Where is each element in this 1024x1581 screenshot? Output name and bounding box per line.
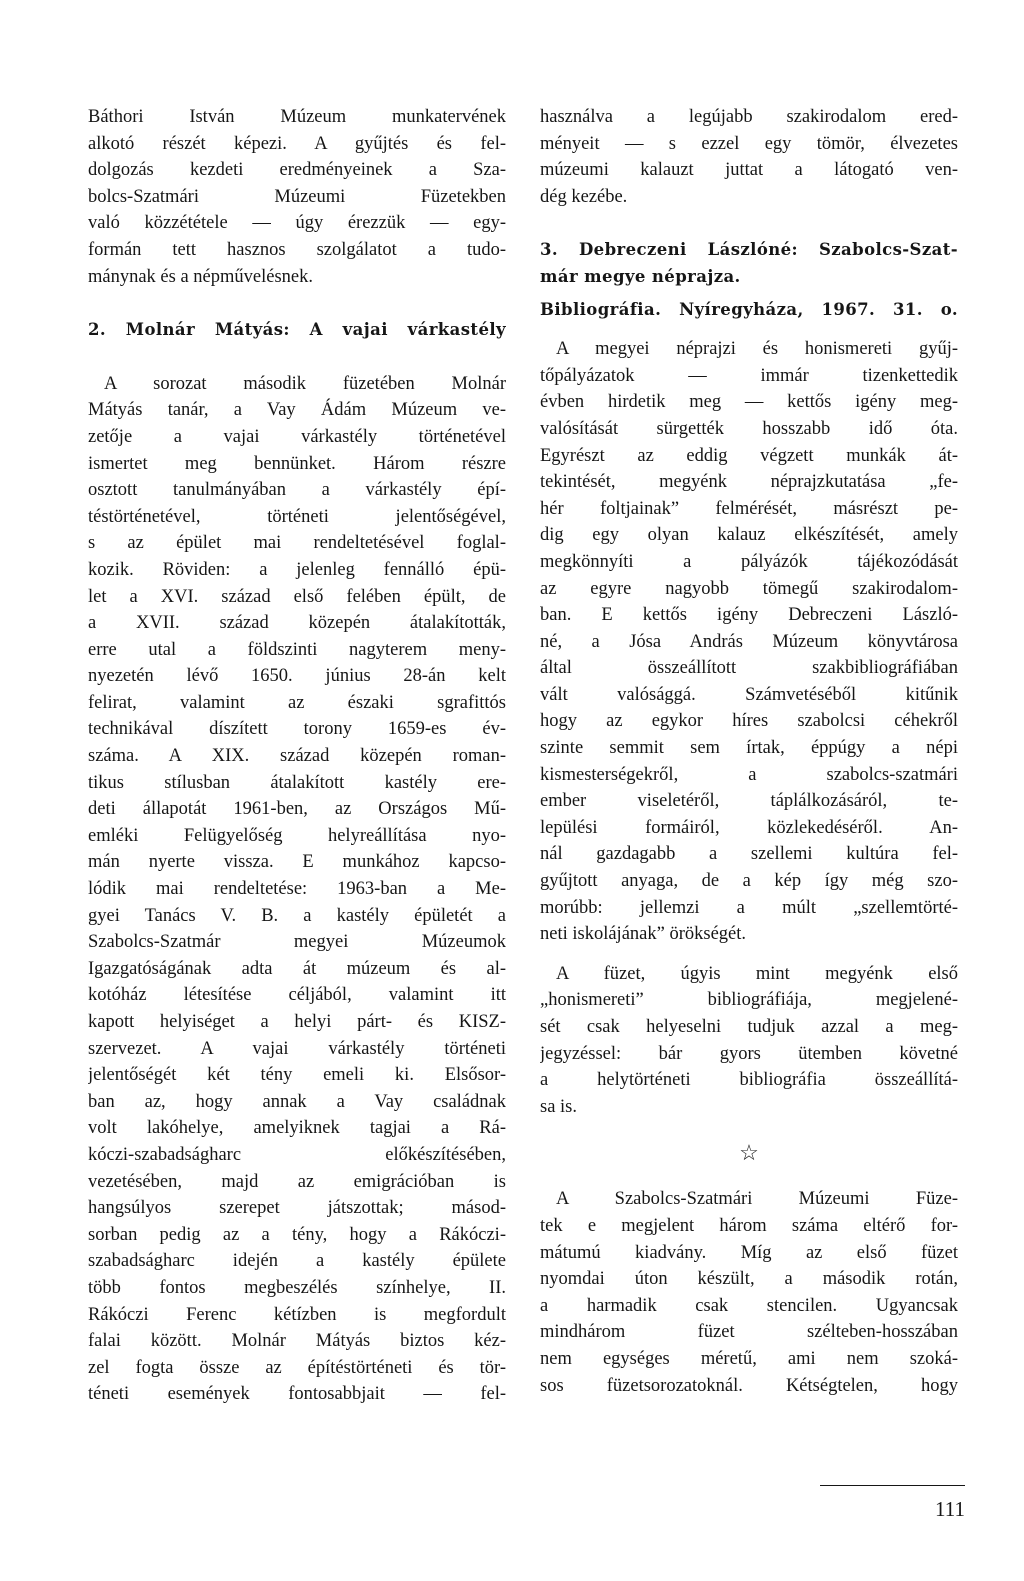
text-line: múzeumi kalauzt juttat a látogató ven- (540, 160, 958, 181)
text-line: téstörténetével, történeti jelentőségével, (88, 506, 506, 527)
text-line: erre utal a földszinti nagyterem meny- (88, 639, 506, 660)
text-line: sos füzetsorozatoknál. Kétségtelen, hogy (540, 1375, 958, 1396)
text-line: Rákóczi Ferenc kétízben is megfordult (88, 1304, 506, 1325)
heading-line: Bibliográfia. Nyíregyháza, 1967. 31. o. (540, 299, 958, 319)
text-line: szinte semmit sem írtak, éppúgy a népi (540, 738, 958, 759)
text-line: kotóház létesítése céljából, valamint itt (88, 985, 506, 1006)
text-line: „honismereti” bibliográfiája, megjelené- (540, 990, 958, 1011)
text-line: osztott tanulmányában a várkastély épí- (88, 480, 506, 501)
text-line: A Szabolcs-Szatmári Múzeumi Füze- (556, 1189, 958, 1210)
text-line: sorban pedig az a tény, hogy a Rákóczi- (88, 1224, 506, 1245)
text-line: Egyrészt az eddig végzett munkák át- (540, 445, 958, 466)
text-line: hogy az egykor híres szabolcsi céhekről (540, 711, 958, 732)
text-line: tek e megjelent három száma eltérő for- (540, 1215, 958, 1236)
text-line: kapott helyiséget a helyi párt- és KISZ- (88, 1012, 506, 1032)
text-line: évben hirdetik meg — kettős igény meg- (540, 392, 958, 413)
text-line: száma. A XIX. század közepén roman- (88, 746, 506, 767)
text-line: szabadságharc idején a kastély épülete (88, 1251, 506, 1272)
paragraph-continued (540, 104, 958, 210)
text-line: A füzet, úgyis mint megyénk első (556, 963, 958, 984)
right-column (540, 104, 958, 1399)
text-line: dolgozás kezdeti eredményeinek a Sza- (88, 160, 506, 181)
paragraph-neprajz (540, 336, 958, 948)
text-line: való közzététele — úgy érezzük — egy- (88, 213, 506, 234)
text-line: s az épület mai rendeltetésével foglal- (88, 533, 506, 554)
text-line: deti állapotát 1961-ben, az Országos Mű- (88, 799, 506, 820)
text-line: téneti események fontosabbjait — fel- (88, 1384, 506, 1405)
page-number: 111 (935, 1497, 965, 1521)
text-line: megkönnyíti a pályázók tájékozódását (540, 551, 958, 572)
text-line: több fontos megbeszélés színhelye, II. (88, 1277, 506, 1298)
text-line: volt lakóhelye, amelyiknek tagjai a Rá- (88, 1118, 506, 1139)
text-line: tőpályázatok — immár tizenkettedik (540, 365, 958, 386)
text-line: ismertet meg bennünket. Három részre (88, 453, 506, 474)
text-line: ember viseletéről, táplálkozásáról, te- (540, 791, 958, 812)
text-line: gyűjtott anyaga, de a kép így még szo- (540, 871, 958, 892)
star-separator-icon: ☆ (739, 1140, 759, 1166)
text-line: tekintését, megyénk néprajzkutatása „fe- (540, 472, 958, 493)
paragraph-summary (540, 1186, 958, 1399)
text-line: a harmadik csak stencilen. Ugyancsak (540, 1295, 958, 1316)
text-line: kismesterségekről, a szabolcs-szatmári (540, 764, 958, 785)
text-line: vezetésében, majd az emigrációban is (88, 1171, 506, 1192)
text-line: ményeit — s ezzel egy tömör, élvezetes (540, 133, 958, 154)
text-line: kozik. Röviden: a jelenleg fennálló épü- (88, 559, 506, 580)
text-line: nem egységes méretű, ami nem szoká- (540, 1348, 958, 1369)
text-line: mánynak és a népművelésnek. (88, 266, 314, 287)
text-line: a helytörténeti bibliográfia összeállítá- (540, 1070, 958, 1091)
text-line: ban az, hogy annak a Vay családnak (88, 1091, 506, 1112)
text-line: Báthori István Múzeum munkatervének (88, 107, 506, 127)
text-line: az egyre nagyobb tömegű szakirodalom- (540, 578, 958, 599)
text-line: mindhárom füzet szélteben-hosszában (540, 1322, 958, 1343)
text-line: A sorozat második füzetében Molnár (104, 373, 506, 394)
text-line: dég kezébe. (540, 186, 628, 207)
text-line: Szabolcs-Szatmár megyei Múzeumok (88, 932, 506, 953)
text-line: valósítását sürgették hosszabb idő óta. (540, 418, 958, 439)
text-line: lódik mai rendeltetése: 1963-ban a Me- (88, 879, 506, 900)
text-line: gyei Tanács V. B. a kastély épületét a (88, 905, 506, 926)
text-line: felirat, valamint az északi sgrafittós (88, 692, 506, 713)
section-heading-2: 2. Molnár Mátyás: A vajai várkastély (88, 320, 506, 340)
text-line: sa is. (540, 1096, 577, 1117)
text-line: jelentőségét két tény emeli ki. Elsősor- (88, 1065, 506, 1086)
text-line: ban. E kettős igény Debreczeni László- (540, 605, 958, 626)
paragraph-vajai-varkastely (88, 371, 506, 1408)
left-column (88, 104, 506, 1408)
heading-line: 3. Debreczeni Lászlóné: Szabolcs-Szat- (540, 240, 958, 260)
text-line: nyomdai úton készült, a második rotán, (540, 1269, 958, 1290)
text-line: formán tett hasznos szolgálatot a tudo- (88, 239, 506, 260)
text-line: neti iskolájának” örökségét. (540, 924, 747, 945)
text-line: nál gazdagabb a szellemi kultúra fel- (540, 844, 958, 865)
text-line: alkotó részét képezi. A gyűjtés és fel- (88, 133, 506, 154)
text-line: morúbb: jellemzi a múlt „szellemtörté- (540, 897, 958, 918)
text-line: mátumú kiadvány. Míg az első füzet (540, 1242, 958, 1263)
text-line: szervezet. A vajai várkastély történeti (88, 1038, 506, 1059)
text-line: technikával díszített torony 1659-es év- (88, 719, 506, 740)
section-heading-3 (540, 237, 958, 323)
text-line: Mátyás tanár, a Vay Ádám Múzeum ve- (88, 400, 506, 421)
paragraph-fuzet (540, 961, 958, 1121)
page-number-rule (820, 1485, 965, 1486)
heading-line: már megye néprajza. (540, 266, 741, 286)
text-line: jegyzéssel: bár gyors ütemben követné (540, 1043, 958, 1064)
text-line: mán nyerte vissza. E munkához kapcso- (88, 852, 506, 873)
text-line: által összeállított szakbibliográfiában (540, 658, 958, 679)
text-line: vált valósággá. Számvetéséből kitűnik (540, 684, 958, 705)
text-line: emléki Felügyelőség helyreállítása nyo- (88, 825, 506, 846)
text-line: Igazgatóságának adta át múzeum és al- (88, 958, 506, 979)
text-line: kóczi-szabadságharc előkészítésében, (88, 1144, 506, 1165)
text-line: zetője a vajai várkastély történetével (88, 426, 506, 447)
text-line: tikus stílusban átalakított kastély ere- (88, 772, 506, 793)
text-line: használva a legújabb szakirodalom ered- (540, 107, 958, 127)
text-line: let a XVI. század első felében épült, de (88, 586, 506, 607)
paragraph-intro-end (88, 104, 506, 290)
text-line: sét csak helyeselni tudjuk azzal a meg- (540, 1017, 958, 1037)
text-line: hangsúlyos szerepet játszottak; másod- (88, 1198, 506, 1219)
text-line: né, a Jósa András Múzeum könyvtárosa (540, 631, 958, 652)
text-line: hér foltjainak” felmérését, másrészt pe- (540, 498, 958, 519)
text-line: nyezetén lévő 1650. június 28-án kelt (88, 666, 506, 687)
text-line: A megyei néprajzi és honismereti gyűj- (556, 339, 958, 360)
text-line: lepülési formáiról, közlekedéséről. An- (540, 817, 958, 838)
text-line: zel fogta össze az építéstörténeti és tör- (88, 1357, 506, 1378)
text-line: falai között. Molnár Mátyás biztos kéz- (88, 1331, 506, 1352)
text-line: bolcs-Szatmári Múzeumi Füzetekben (88, 186, 506, 207)
text-line: dig egy olyan kalauz elkészítését, amely (540, 525, 958, 546)
text-line: a XVII. század közepén átalakították, (88, 613, 506, 634)
